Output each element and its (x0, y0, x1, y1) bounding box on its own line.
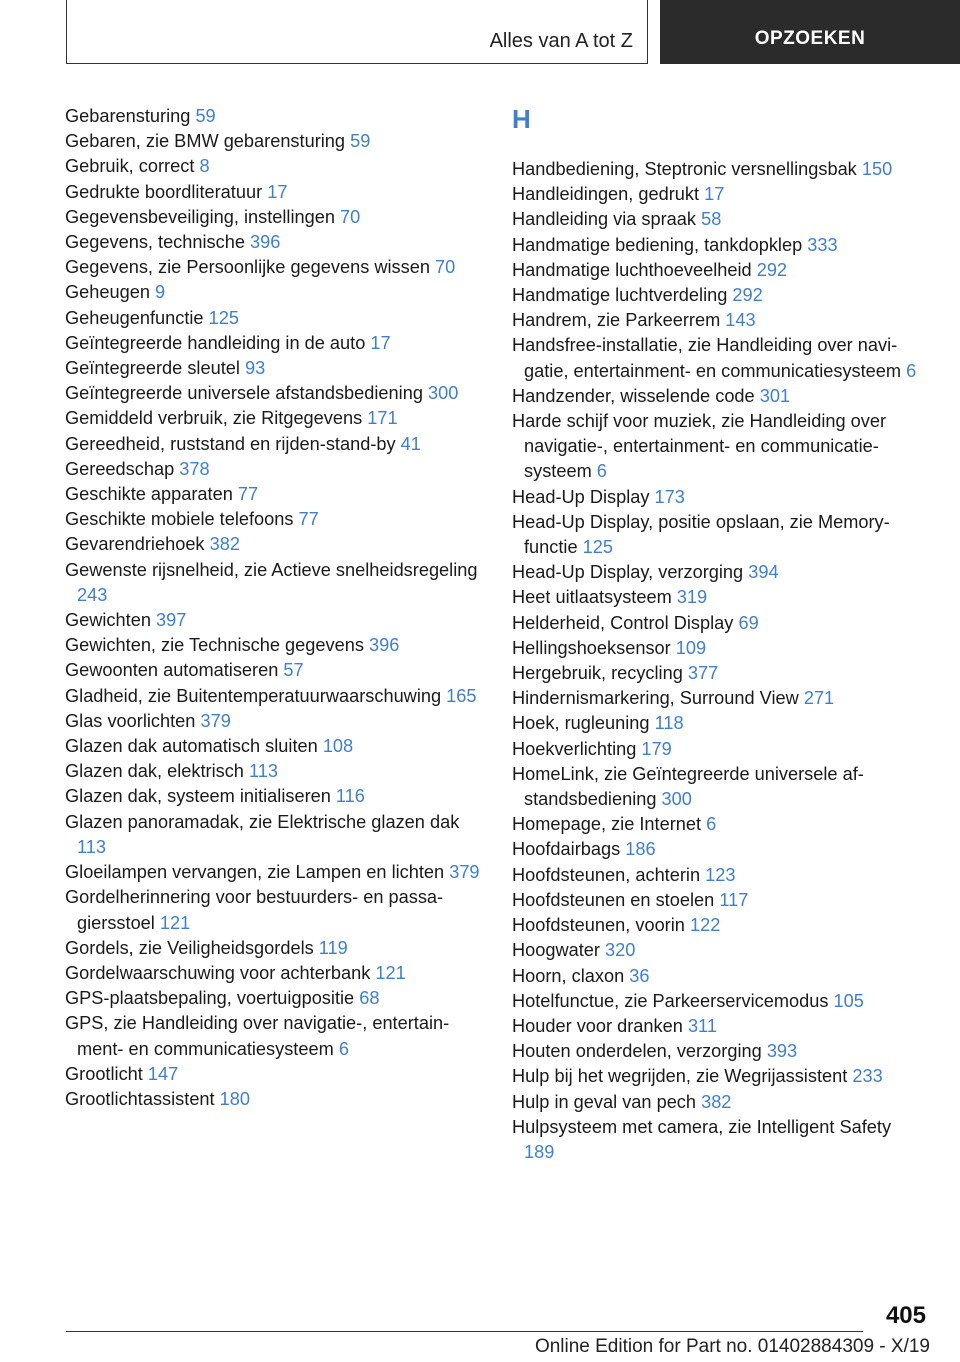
index-entry-term: Gewoonten automatiseren (65, 660, 279, 681)
index-entry-term: Gevarendriehoek (65, 534, 205, 555)
page-reference-link[interactable]: 300 (661, 789, 692, 810)
page-reference-link[interactable]: 125 (208, 307, 239, 328)
page-reference-link[interactable]: 393 (766, 1041, 798, 1062)
index-entry-term: Hoek, rugleuning (512, 713, 650, 734)
index-entry-term: Geïntegreerde universele afstandsbediening (65, 383, 423, 404)
index-entry-term: GPS, zie Handleiding over navigatie-, entertainment- en communicatiesysteem (65, 1013, 450, 1059)
index-entry (65, 684, 485, 709)
index-entry (512, 611, 922, 636)
page-reference-link[interactable]: 58 (701, 209, 722, 230)
page-reference-link[interactable]: 6 (906, 360, 917, 381)
page-reference-link[interactable]: 147 (147, 1063, 179, 1084)
page-reference-link[interactable]: 113 (249, 761, 278, 782)
index-entry-term: Handsfree-installatie, zie Handleiding over navigatie, entertainment- en communicatiesysteem (512, 335, 902, 381)
page-reference-link[interactable]: 333 (807, 234, 838, 255)
index-entry-term: Gemiddeld verbruik, zie Ritgegevens (65, 408, 363, 429)
index-entry (65, 331, 485, 356)
index-entry-term: Gladheid, zie Buitentemperatuurwaarschuwing (65, 685, 442, 706)
index-entry (65, 180, 485, 205)
index-entry (512, 964, 922, 989)
page-reference-link[interactable]: 233 (852, 1066, 883, 1087)
index-entry (65, 356, 485, 381)
index-entry-term: Hellingshoeksensor (512, 637, 671, 658)
index-entry-term: Houten onderdelen, verzorging (512, 1041, 762, 1062)
index-entry (65, 1011, 485, 1061)
page-reference-link[interactable]: 378 (179, 458, 210, 479)
index-entry-term: Handmatige luchtverdeling (512, 285, 728, 306)
page-reference-link[interactable]: 243 (77, 584, 108, 605)
index-entry (65, 507, 485, 532)
index-entry (65, 734, 485, 759)
index-entry (65, 104, 485, 129)
index-entry (65, 1062, 485, 1087)
index-entry-term: Gebaren, zie BMW gebarensturing (65, 131, 346, 152)
page-reference-link[interactable]: 41 (400, 433, 421, 454)
page-reference-link[interactable]: 271 (803, 688, 835, 709)
page-reference-link[interactable]: 9 (155, 282, 166, 303)
index-entry (65, 255, 485, 280)
index-entry-term: Gegevens, technische (65, 232, 245, 253)
index-entry (65, 658, 485, 683)
index-entry-term: Head-Up Display (512, 486, 650, 507)
index-entry-term: Gebarensturing (65, 106, 191, 126)
page-reference-link[interactable]: 377 (687, 663, 719, 684)
index-entry (512, 182, 922, 207)
index-entry-term: Hindernismarkering, Surround View (512, 688, 799, 709)
index-entry (512, 485, 922, 510)
page-reference-link[interactable]: 8 (199, 156, 210, 177)
page-reference-link[interactable]: 319 (676, 587, 708, 608)
page-reference-link[interactable]: 301 (759, 385, 791, 406)
page-reference-link[interactable]: 113 (77, 836, 106, 857)
index-entry-term: Geïntegreerde sleutel (65, 358, 240, 379)
index-list-h (512, 157, 922, 1165)
page-reference-link[interactable]: 379 (449, 862, 480, 883)
page-reference-link[interactable]: 186 (625, 839, 656, 860)
page-reference-link[interactable]: 17 (370, 332, 391, 353)
index-entry (512, 258, 922, 283)
index-entry-term: Glazen dak, systeem initialiseren (65, 786, 331, 807)
page-reference-link[interactable]: 117 (719, 889, 749, 910)
index-entry-term: Grootlicht (65, 1063, 143, 1084)
section-letter: H (512, 104, 531, 134)
page-reference-link[interactable]: 93 (244, 358, 266, 379)
index-entry-term: Glazen dak automatisch sluiten (65, 736, 318, 757)
index-entry-term: Hoorn, claxon (512, 965, 625, 986)
index-entry (65, 759, 485, 784)
page-reference-link[interactable]: 36 (629, 965, 650, 986)
index-entry-term: Geheugen (65, 282, 150, 303)
page-reference-link[interactable]: 68 (359, 988, 380, 1009)
page-reference-link[interactable]: 396 (369, 635, 400, 656)
index-entry-term: Handleidingen, gedrukt (512, 184, 700, 205)
page-reference-link[interactable]: 150 (861, 159, 893, 179)
index-entry-term: Hoekverlichting (512, 738, 637, 759)
index-entry (65, 532, 485, 557)
page-reference-link[interactable]: 116 (335, 786, 365, 807)
page-reference-link[interactable]: 77 (237, 484, 259, 505)
index-entry (65, 406, 485, 431)
index-entry (512, 711, 922, 736)
index-entry (512, 837, 922, 862)
page-reference-link[interactable]: 121 (375, 962, 406, 983)
index-entry-term: Gloeilampen vervangen, zie Lampen en lichten (65, 862, 445, 883)
page-reference-link[interactable]: 122 (689, 915, 721, 936)
index-entry (512, 913, 922, 938)
index-entry-term: Heet uitlaatsysteem (512, 587, 672, 608)
page-reference-link[interactable]: 77 (298, 509, 319, 530)
index-entry (512, 157, 922, 182)
page-reference-link[interactable]: 171 (367, 408, 398, 429)
index-entry-term: Hergebruik, recycling (512, 663, 683, 684)
index-entry (512, 686, 922, 711)
index-entry (512, 989, 922, 1014)
index-entry-term: Homepage, zie Internet (512, 814, 702, 835)
page-reference-link[interactable]: 6 (338, 1038, 349, 1059)
page-reference-link[interactable]: 121 (159, 912, 191, 933)
index-entry (512, 737, 922, 762)
index-entry-term: Hoofdsteunen, voorin (512, 915, 685, 936)
index-entry-term: Hoogwater (512, 940, 600, 961)
index-entry-term: Glazen dak, elektrisch (65, 761, 244, 782)
index-entry (65, 608, 485, 633)
index-entry-term: GPS-plaatsbepaling, voertuigpositie (65, 988, 355, 1009)
index-entry (65, 986, 485, 1011)
index-entry (512, 762, 922, 812)
index-entry (512, 333, 922, 383)
index-entry (65, 885, 485, 935)
index-entry (65, 205, 485, 230)
page-reference-link[interactable]: 179 (641, 738, 672, 759)
page-reference-link[interactable]: 6 (706, 814, 717, 835)
index-entry-term: Hotelfunctue, zie Parkeerservicemodus (512, 990, 829, 1011)
index-entry-term: Gegevensbeveiliging, instellingen (65, 206, 335, 227)
page-reference-link[interactable]: 6 (596, 461, 607, 482)
index-entry (512, 938, 922, 963)
index-entry (65, 432, 485, 457)
index-entry (512, 233, 922, 258)
index-entry (65, 936, 485, 961)
index-entry-term: Hoofdsteunen, achterin (512, 864, 701, 885)
index-entry-term: Hoofdsteunen en stoelen (512, 889, 715, 910)
index-entry (512, 888, 922, 913)
index-entry-term: Head-Up Display, verzorging (512, 562, 744, 583)
page-reference-link[interactable]: 173 (654, 486, 685, 507)
index-entry-term: Gewichten (65, 610, 151, 631)
page-reference-link[interactable]: 59 (195, 106, 216, 126)
index-entry-term: Gordelherinnering voor bestuurders- en passagiersstoel (65, 887, 444, 933)
page-reference-link[interactable]: 70 (340, 206, 361, 227)
index-entry (65, 306, 485, 331)
index-entry (512, 1115, 922, 1165)
index-entry (65, 558, 485, 608)
index-entry (512, 1064, 922, 1089)
page-reference-link[interactable]: 320 (605, 940, 636, 961)
index-entry-term: Helderheid, Control Display (512, 612, 734, 633)
index-entry-term: Gedrukte boordliteratuur (65, 181, 263, 202)
index-entry (65, 457, 485, 482)
index-entry-term: Hulpsysteem met camera, zie Intelligent Safety (512, 1116, 892, 1137)
header-frame (66, 0, 648, 64)
page-reference-link[interactable]: 119 (318, 937, 348, 958)
tab-opzoeken[interactable]: OPZOEKEN (660, 0, 960, 64)
page-reference-link[interactable]: 125 (582, 537, 614, 558)
index-entry-term: Handmatige luchthoeveelheid (512, 259, 752, 280)
index-entry (65, 482, 485, 507)
index-column-right (512, 104, 922, 1165)
page-reference-link[interactable]: 189 (524, 1141, 555, 1162)
page-reference-link[interactable]: 59 (350, 131, 371, 152)
index-entry-term: Gebruik, correct (65, 156, 195, 177)
page-reference-link[interactable]: 123 (705, 864, 736, 885)
index-entry (512, 384, 922, 409)
page-reference-link[interactable]: 379 (200, 710, 231, 731)
page-reference-link[interactable]: 397 (156, 610, 187, 631)
index-entry (65, 961, 485, 986)
index-entry (65, 154, 485, 179)
index-entry (65, 709, 485, 734)
page-reference-link[interactable]: 57 (283, 660, 304, 681)
page-reference-link[interactable]: 292 (756, 259, 788, 280)
index-entry-term: HomeLink, zie Geïntegreerde universele afstandsbediening (512, 763, 864, 810)
page-reference-link[interactable]: 17 (704, 184, 725, 205)
index-entry (512, 1014, 922, 1039)
page-reference-link[interactable]: 300 (428, 383, 459, 404)
index-entry-term: Glas voorlichten (65, 710, 196, 731)
page-reference-link[interactable]: 311 (687, 1015, 717, 1036)
page-reference-link[interactable]: 394 (748, 562, 779, 583)
index-entry-term: Head-Up Display, positie opslaan, zie Memory-functie (512, 511, 890, 558)
index-entry (65, 784, 485, 809)
index-entry-term: Gordels, zie Veiligheidsgordels (65, 937, 314, 958)
page-reference-link[interactable]: 165 (446, 685, 477, 706)
index-entry (65, 810, 485, 860)
index-entry-term: Gewichten, zie Technische gegevens (65, 635, 364, 656)
index-entry (65, 381, 485, 406)
index-entry-term: Houder voor dranken (512, 1015, 683, 1036)
index-entry (65, 1087, 485, 1112)
index-entry-term: Geïntegreerde handleiding in de auto (65, 332, 366, 353)
index-entry-term: Gereedschap (65, 458, 175, 479)
index-entry (512, 1090, 922, 1115)
index-entry (512, 863, 922, 888)
index-entry (512, 207, 922, 232)
index-entry (65, 230, 485, 255)
index-entry (65, 860, 485, 885)
page-reference-link[interactable]: 69 (738, 612, 759, 633)
footer-divider (66, 1331, 863, 1332)
page-reference-link[interactable]: 118 (654, 713, 684, 734)
page-reference-link[interactable]: 70 (435, 257, 456, 278)
index-entry (65, 633, 485, 658)
index-entry-term: Grootlichtassistent (65, 1088, 215, 1109)
index-entry (512, 585, 922, 610)
page-reference-link[interactable]: 382 (209, 534, 240, 555)
page-number: 405 (885, 1302, 926, 1329)
index-entry (512, 283, 922, 308)
index-entry-term: Gereedheid, ruststand en rijden-stand-by (65, 433, 396, 454)
index-entry-term: Handmatige bediening, tankdopklep (512, 234, 803, 255)
index-entry-term: Handzender, wisselende code (512, 385, 755, 406)
index-entry-term: Glazen panoramadak, zie Elektrische glazen dak (65, 811, 460, 832)
footer-edition: Online Edition for Part no. 01402884309 - X/19 (534, 1336, 930, 1357)
index-entry (512, 1039, 922, 1064)
index-entry-term: Hulp in geval van pech (512, 1091, 697, 1112)
index-column-left (65, 104, 485, 1112)
page-reference-link[interactable]: 109 (675, 637, 707, 658)
page-reference-link[interactable]: 143 (725, 310, 756, 331)
index-entry-term: Hulp bij het wegrijden, zie Wegrijassistent (512, 1066, 848, 1087)
page-reference-link[interactable]: 17 (267, 181, 288, 202)
page-reference-link[interactable]: 108 (322, 736, 354, 757)
index-entry (512, 812, 922, 837)
index-entry-term: Gordelwaarschuwing voor achterbank (65, 962, 371, 983)
index-entry (512, 636, 922, 661)
index-entry-term: Handleiding via spraak (512, 209, 697, 230)
header-title: Alles van A tot Z (489, 30, 633, 52)
index-entry-term: Harde schijf voor muziek, zie Handleiding over navigatie-, entertainment- en communicatiesysteem (512, 411, 887, 482)
index-entry (65, 129, 485, 154)
page-reference-link[interactable]: 396 (250, 232, 281, 253)
page-reference-link[interactable]: 180 (219, 1088, 251, 1109)
page-reference-link[interactable]: 105 (833, 990, 864, 1011)
index-entry-term: Handrem, zie Parkeerrem (512, 310, 721, 331)
index-entry (512, 409, 922, 485)
index-entry (512, 560, 922, 585)
index-entry-term: Geschikte mobiele telefoons (65, 509, 294, 530)
index-entry (512, 661, 922, 686)
page-reference-link[interactable]: 292 (732, 285, 763, 306)
index-entry (65, 280, 485, 305)
index-entry (512, 510, 922, 560)
index-entry-term: Geschikte apparaten (65, 484, 233, 505)
index-entry-term: Gewenste rijsnelheid, zie Actieve snelheidsregeling (65, 559, 478, 580)
index-entry-term: Gegevens, zie Persoonlijke gegevens wissen (65, 257, 430, 278)
index-entry-term: Hoofdairbags (512, 839, 621, 860)
index-entry-term: Handbediening, Steptronic versnellingsbak (512, 159, 857, 179)
index-entry (512, 308, 922, 333)
page-reference-link[interactable]: 382 (701, 1091, 732, 1112)
index-entry-term: Geheugenfunctie (65, 307, 204, 328)
